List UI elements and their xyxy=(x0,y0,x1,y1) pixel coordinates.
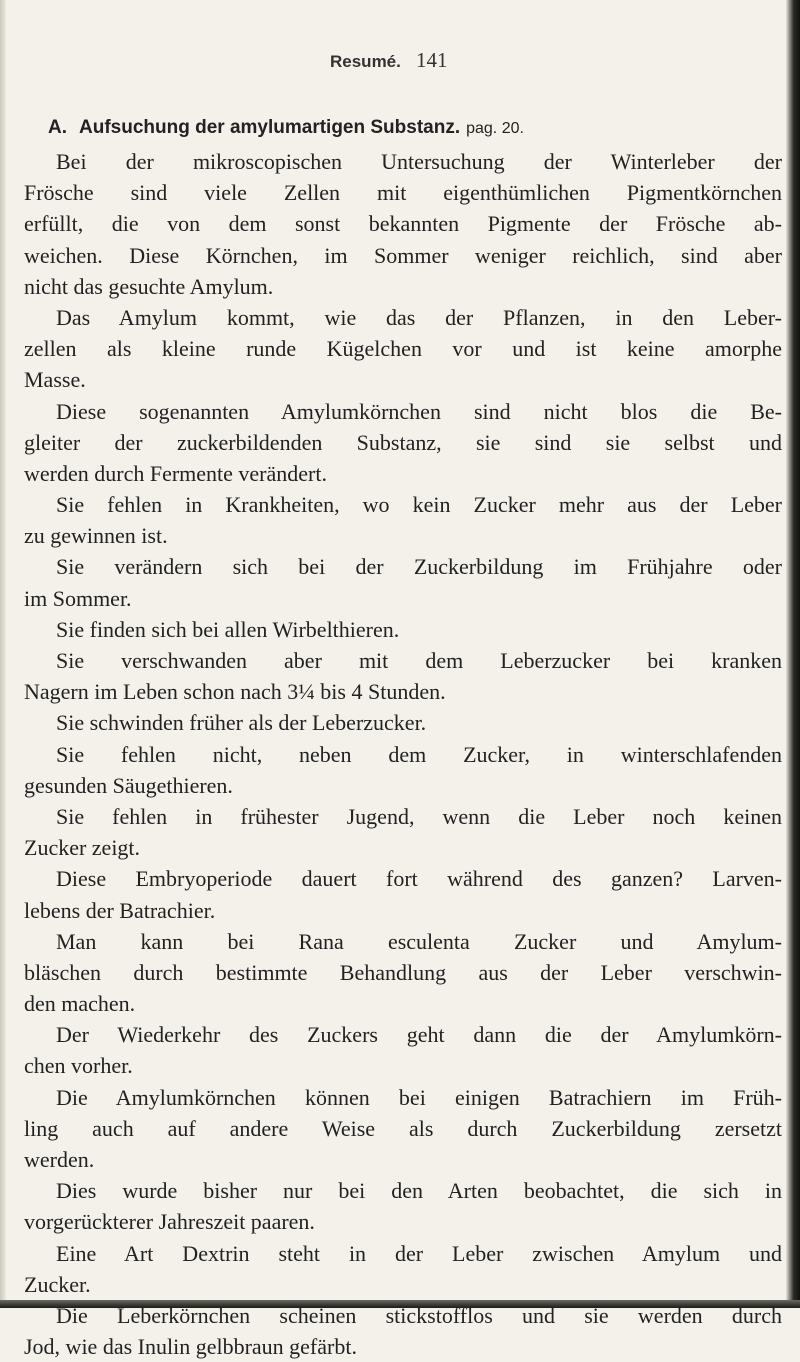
text-line: den machen. xyxy=(24,991,136,1017)
text-line: vorgerückterer Jahreszeit paaren. xyxy=(24,1209,315,1235)
text-line: Der Wiederkehr des Zuckers geht dann die der Amylumkörn- xyxy=(56,1022,782,1048)
text-line: weichen. Diese Körnchen, im Sommer weniger reichlich, sind aber xyxy=(24,242,782,268)
section-heading xyxy=(48,117,768,139)
text-line: Sie verändern sich bei der Zuckerbildung im Frühjahre oder xyxy=(56,554,782,580)
text-line: Sie fehlen in frühester Jugend, wenn die Leber noch keinen xyxy=(56,803,782,829)
text-line: Sie verschwanden aber mit dem Leberzucker bei kranken xyxy=(56,648,782,673)
text-line: werden durch Fermente verändert. xyxy=(24,460,327,486)
text-line: ling auch auf andere Weise als durch Zuckerbildung zersetzt xyxy=(24,1115,782,1141)
text-line: lebens der Batrachier. xyxy=(24,897,216,923)
running-head: Resumé. xyxy=(330,52,401,71)
text-line: Bei der mikroscopischen Untersuchung der Winterleber der xyxy=(56,149,782,174)
section-title: Aufsuchung der amylumartigen Substanz. xyxy=(79,117,461,138)
text-line: nicht das gesuchte Amylum. xyxy=(24,273,274,299)
text-line: zu gewinnen ist. xyxy=(24,523,168,549)
page-edge-right xyxy=(786,0,800,1308)
text-line: Eine Art Dextrin steht in der Leber zwischen Amylum und xyxy=(56,1240,782,1266)
text-line: Sie finden sich bei allen Wirbelthieren. xyxy=(56,616,400,642)
text-line: bläschen durch bestimmte Behandlung aus der Leber verschwin- xyxy=(24,959,782,985)
text-line: Zucker. xyxy=(24,1271,91,1297)
text-line: gleiter der zuckerbildenden Substanz, sie sind sie selbst und xyxy=(24,429,782,455)
text-line: Zucker zeigt. xyxy=(24,835,141,861)
text-line: zellen als kleine runde Kügelchen vor und ist keine amorphe xyxy=(24,336,782,362)
text-line: Dies wurde bisher nur bei den Arten beobachtet, die sich in xyxy=(56,1178,782,1204)
section-letter: A. xyxy=(48,117,67,138)
text-line: Diese Embryoperiode dauert fort während des ganzen? Larven- xyxy=(56,866,782,892)
text-line: Sie fehlen nicht, neben dem Zucker, in winterschlafenden xyxy=(56,741,782,767)
text-line: Frösche sind viele Zellen mit eigenthümlichen Pigmentkörnchen xyxy=(24,180,782,206)
page-header xyxy=(0,48,800,78)
text-line: Sie schwinden früher als der Leberzucker. xyxy=(56,710,427,736)
section-page-reference: pag. 20. xyxy=(466,120,524,137)
text-line: Diese sogenannten Amylumkörnchen sind nicht blos die Be- xyxy=(56,398,782,424)
page-edge-left xyxy=(0,0,6,1308)
text-line: Die Amylumkörnchen können bei einigen Batrachiern im Früh- xyxy=(56,1084,782,1110)
text-line: Jod, wie das Inulin gelbbraun gefärbt. xyxy=(24,1334,357,1360)
text-line: im Sommer. xyxy=(24,585,132,611)
text-line: Nagern im Leben schon nach 3¼ bis 4 Stunden. xyxy=(24,679,446,705)
page-number: 141 xyxy=(416,48,448,72)
text-line: Die Leberkörnchen scheinen stickstofflos und sie werden durch xyxy=(56,1302,782,1328)
text-line: gesunden Säugethieren. xyxy=(24,772,233,798)
text-line: chen vorher. xyxy=(24,1053,133,1079)
text-line: Masse. xyxy=(24,367,86,393)
text-line: erfüllt, die von dem sonst bekannten Pigmente der Frösche ab- xyxy=(24,211,782,237)
body-text xyxy=(14,146,782,1362)
text-line: Man kann bei Rana esculenta Zucker und Amylum- xyxy=(56,928,782,954)
text-line: werden. xyxy=(24,1147,95,1172)
text-line: Sie fehlen in Krankheiten, wo kein Zucker mehr aus der Leber xyxy=(56,492,782,518)
text-line: Das Amylum kommt, wie das der Pflanzen, in den Leber- xyxy=(56,304,782,330)
